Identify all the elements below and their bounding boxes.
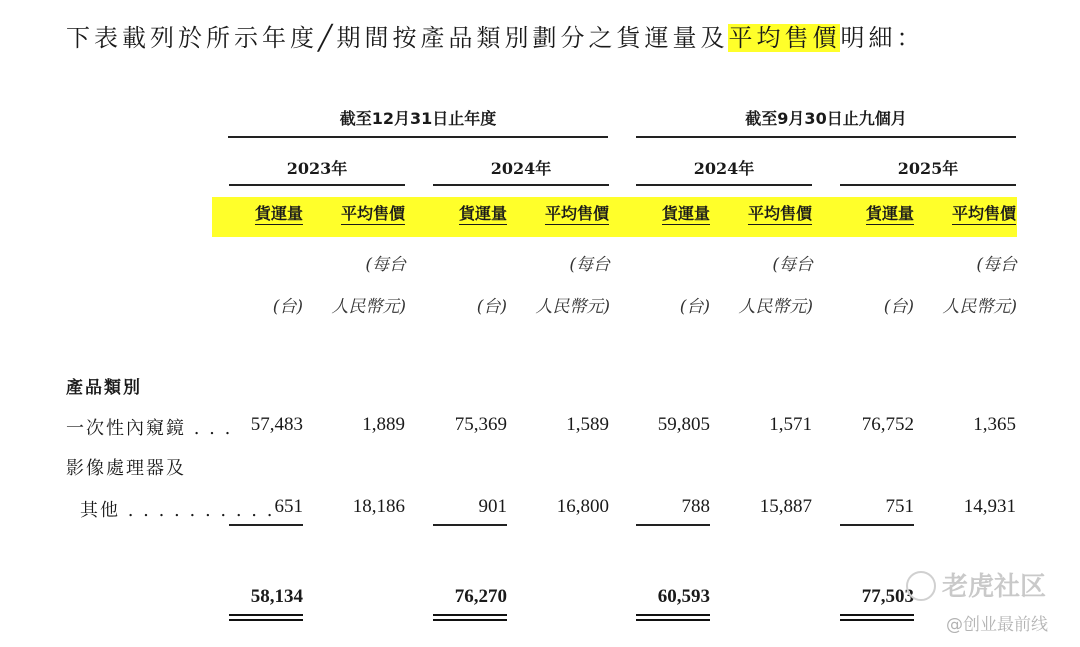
total-double-rule [636,614,710,621]
subtotal-rule [636,524,710,526]
cell-value: 57,483 [250,414,303,435]
year-header: 2024年 [490,159,552,178]
column-header-volume: 貨運量 [458,204,507,223]
unit-asp-line1: (每台 [772,255,813,275]
intro-prefix: 下表載列於所示年度╱期間按產品類別劃分之貨運量及 [66,24,729,52]
column-header-volume: 貨運量 [865,204,914,223]
subtotal-rule [840,524,914,526]
total-value: 58,134 [250,586,303,607]
year-rule [433,184,609,186]
total-double-rule [229,614,303,621]
cell-value: 59,805 [657,414,710,435]
year-header: 2024年 [693,159,755,178]
total-value: 76,270 [454,586,507,607]
intro-suffix: 明細： [840,24,925,52]
year-header: 2025年 [897,159,959,178]
cell-value: 1,889 [362,414,405,435]
tiger-logo-icon [906,571,936,601]
unit-asp-line1: (每台 [365,255,406,275]
cell-value: 1,589 [566,414,609,435]
unit-asp-line1: (每台 [569,255,610,275]
cell-value: 15,887 [759,496,812,517]
cell-value: 16,800 [556,496,609,517]
column-header-asp: 平均售價 [340,204,405,223]
unit-asp-line2: 人民幣元) [738,297,813,317]
total-value: 60,593 [657,586,710,607]
year-rule [840,184,1016,186]
period-header-nine-months: 截至9月30日止九個月 [745,109,907,128]
row-label-disposable-endoscope: 一次性內窺鏡 . . . [66,418,233,439]
section-label: 產品類別 [66,378,142,398]
unit-asp-line2: 人民幣元) [535,297,610,317]
intro-highlight: 平均售價 [728,24,841,52]
column-header-volume: 貨運量 [254,204,303,223]
column-header-asp: 平均售價 [951,204,1016,223]
row-label-image-processor: 影像處理器及 [66,458,186,479]
subtotal-rule [229,524,303,526]
cell-value: 901 [478,496,507,517]
unit-volume: (台) [272,297,303,317]
watermark-brand [906,566,1046,603]
column-header-asp: 平均售價 [544,204,609,223]
cell-value: 1,571 [769,414,812,435]
watermark-handle: @创业最前线 [946,615,1048,635]
watermark-brand-text: 老虎社区 [942,572,1047,602]
unit-volume: (台) [883,297,914,317]
cell-value: 75,369 [454,414,507,435]
year-rule [229,184,405,186]
total-double-rule [433,614,507,621]
unit-asp-line2: 人民幣元) [331,297,406,317]
period-rule [228,136,608,138]
cell-value: 76,752 [861,414,914,435]
column-header-volume: 貨運量 [661,204,710,223]
cell-value: 788 [681,496,710,517]
cell-value: 751 [885,496,914,517]
year-header: 2023年 [286,159,348,178]
row-label-others: 其他 . . . . . . . . . . [80,500,275,521]
total-double-rule [840,614,914,621]
unit-volume: (台) [679,297,710,317]
cell-value: 1,365 [973,414,1016,435]
cell-value: 14,931 [963,496,1016,517]
subtotal-rule [433,524,507,526]
total-value: 77,503 [861,586,914,607]
unit-asp-line1: (每台 [976,255,1017,275]
cell-value: 651 [274,496,303,517]
period-header-full-year: 截至12月31日止年度 [339,109,497,128]
cell-value: 18,186 [352,496,405,517]
unit-asp-line2: 人民幣元) [942,297,1017,317]
year-rule [636,184,812,186]
unit-volume: (台) [476,297,507,317]
intro-sentence [66,20,1046,56]
column-header-asp: 平均售價 [747,204,812,223]
period-rule [636,136,1016,138]
